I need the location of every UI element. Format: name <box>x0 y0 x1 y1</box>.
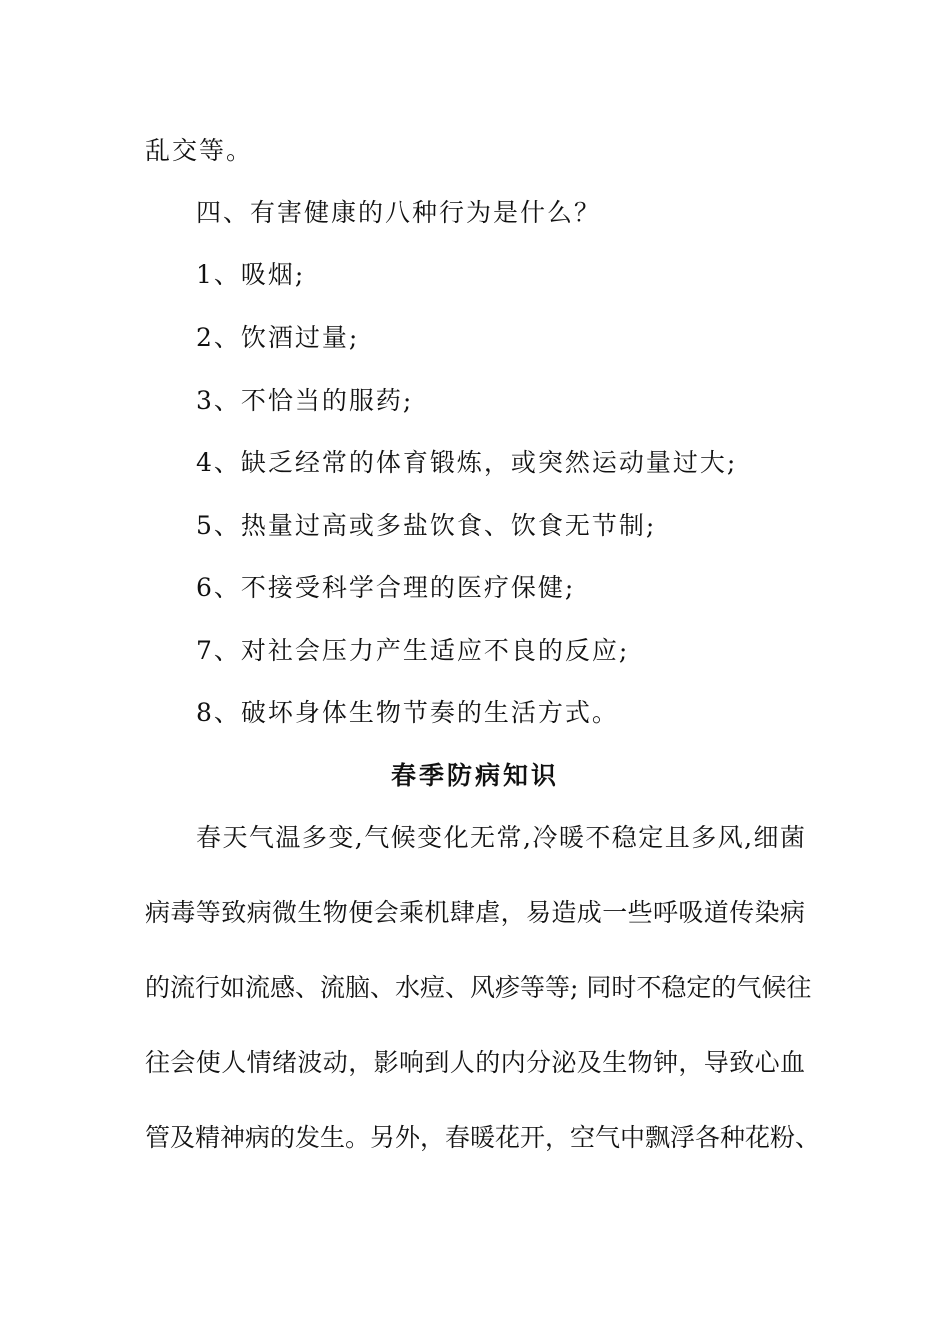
section-title: 春季防病知识 <box>390 761 559 790</box>
list-item-2: 2、饮酒过量; <box>196 323 360 352</box>
list-item-1: 1、吸烟; <box>196 260 306 289</box>
paragraph-line-2: 病毒等致病微生物便会乘机肆虐，易造成一些呼吸道传染病 <box>145 898 805 927</box>
list-item-4: 4、缺乏经常的体育锻炼，或突然运动量过大; <box>196 448 738 477</box>
list-item-7: 7、对社会压力产生适应不良的反应; <box>196 636 630 665</box>
list-item-8: 8、破坏身体生物节奏的生活方式。 <box>196 698 619 727</box>
paragraph-line-4: 往会使人情绪波动，影响到人的内分泌及生物钟，导致心血 <box>145 1048 805 1077</box>
paragraph-line-3: 的流行如流感、流脑、水痘、风疹等等; 同时不稳定的气候往 <box>145 973 812 1002</box>
list-item-5: 5、热量过高或多盐饮食、饮食无节制; <box>196 511 657 540</box>
list-item-3: 3、不恰当的服药; <box>196 386 414 415</box>
intro-tail-text: 乱交等。 <box>145 136 254 165</box>
paragraph-line-1: 春天气温多变,气候变化无常,冷暖不稳定且多风,细菌 <box>196 823 805 852</box>
paragraph-line-5: 管及精神病的发生。另外，春暖花开，空气中飘浮各种花粉、 <box>145 1123 821 1152</box>
list-item-6: 6、不接受科学合理的医疗保健; <box>196 573 576 602</box>
section-question: 四、有害健康的八种行为是什么？ <box>196 198 602 227</box>
